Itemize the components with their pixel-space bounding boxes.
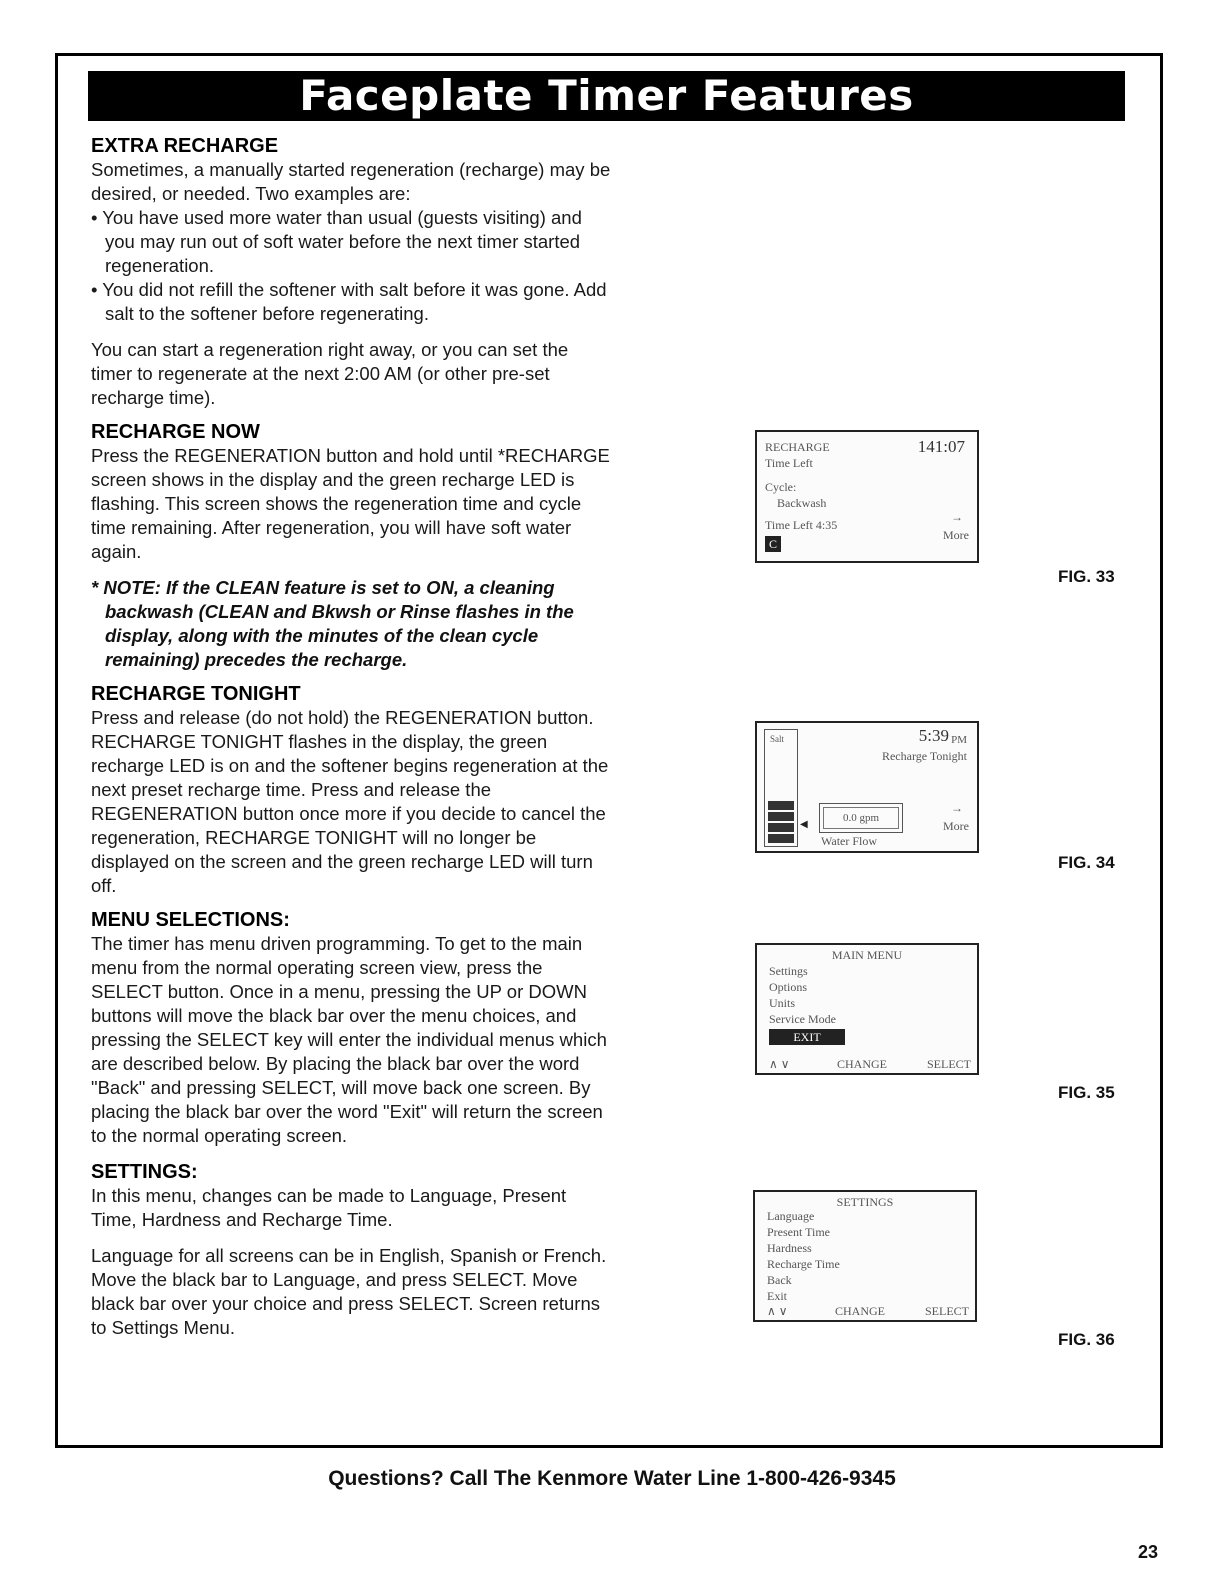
up-down-icon: ∧ ∨: [769, 1057, 790, 1071]
bullet-item: • You have used more water than usual (guests visiting) and you may run out of soft water before the next timer started regeneration.: [91, 207, 582, 276]
menu-selections-heading: MENU SELECTIONS:: [91, 909, 290, 931]
fig35-change: CHANGE: [837, 1057, 887, 1071]
fig33-recharge: RECHARGE: [765, 440, 830, 454]
fig36-label: FIG. 36: [1058, 1330, 1115, 1349]
recharge-now-body: Press the REGENERATION button and hold until *RECHARGE screen shows in the display and the green recharge LED is flashing. This screen shows the regeneration time and cycle time remaining. After regeneration, you will have soft water again.: [91, 445, 610, 562]
salt-label: Salt: [770, 734, 785, 744]
fig35-display: [755, 943, 979, 1075]
fig34-flow-label: Water Flow: [821, 834, 878, 848]
fig35-select: SELECT: [927, 1057, 971, 1071]
fig33-value: 141:07: [917, 437, 965, 456]
fig34-display: [755, 721, 979, 853]
menu-item-settings: Settings: [769, 964, 808, 978]
fig33-cycle-name: Backwash: [777, 496, 827, 510]
recharge-now-note: * NOTE: If the CLEAN feature is set to ON, a cleaning backwash (CLEAN and Bkwsh or Rinse flashes in the display, along with the minutes of the clean cycle remaining) precedes the recharge.: [91, 577, 574, 670]
fig34-flow-value: 0.0 gpm: [823, 807, 899, 829]
fig33-display: [755, 430, 979, 563]
fig33-label: FIG. 33: [1058, 567, 1115, 586]
fig34-time: 5:39: [918, 726, 949, 745]
settings-item-exit: Exit: [767, 1289, 787, 1303]
fig36-title: SETTINGS: [836, 1195, 894, 1209]
fig33-time-left: Time Left: [765, 456, 813, 470]
bullet-item: • You did not refill the softener with salt before it was gone. Add salt to the softener before regenerating.: [91, 279, 607, 324]
fig35-label: FIG. 35: [1058, 1083, 1115, 1102]
fig34-more: More: [943, 819, 969, 833]
menu-item-options: Options: [769, 980, 808, 994]
settings-item-recharge-time: Recharge Time: [767, 1257, 840, 1271]
settings-heading: SETTINGS:: [91, 1161, 198, 1183]
menu-item-exit-selected: EXIT: [769, 1029, 845, 1045]
fig35-title: MAIN MENU: [831, 948, 903, 962]
settings-item-back: Back: [767, 1273, 792, 1287]
settings-body-2: Language for all screens can be in English, Spanish or French. Move the black bar to Language, and press SELECT. Move black bar over your choice and press SELECT. Screen returns to Settings Menu.: [91, 1245, 607, 1338]
fig33-cycle-time: Time Left 4:35: [765, 518, 838, 532]
fig36-change: CHANGE: [835, 1304, 885, 1318]
page-title: Faceplate Timer Features: [88, 71, 1125, 121]
page-number: 23: [1137, 1542, 1158, 1562]
text-column: [91, 134, 611, 1340]
extra-recharge-heading: EXTRA RECHARGE: [91, 135, 279, 157]
fig33-more: More: [943, 528, 969, 542]
footer-helpline: Questions? Call The Kenmore Water Line 1-800-426-9345: [328, 1467, 896, 1490]
fig33-cycle: Cycle:: [765, 480, 797, 494]
settings-item-present-time: Present Time: [767, 1225, 831, 1239]
recharge-tonight-body: Press and release (do not hold) the REGENERATION button. RECHARGE TONIGHT flashes in the display, the green recharge LED is on and the softener begins regeneration at the next preset recharge time. Press and release the REGENERATION button once more if you decide to cancel the regeneration, RECHARGE TONIGHT will no longer be displayed on the screen and the green recharge LED will turn off.: [91, 707, 609, 896]
up-down-icon: ∧ ∨: [767, 1304, 788, 1318]
settings-item-hardness: Hardness: [767, 1241, 812, 1255]
salt-pointer-icon: ◀: [800, 819, 808, 830]
fig36-select: SELECT: [925, 1304, 969, 1318]
extra-recharge-intro: Sometimes, a manually started regeneration (recharge) may be desired, or needed. Two examples are:: [91, 159, 611, 204]
menu-selections-body: The timer has menu driven programming. To get to the main menu from the normal operating screen view, press the SELECT button. Once in a menu, pressing the UP or DOWN buttons will move the black bar over the menu choices, and pressing the SELECT key will enter the individual menus which are described below. By placing the black bar over the word "Back" and pressing SELECT, will move back one screen. By placing the black bar over the word "Exit" will return the screen to the normal operating screen.: [91, 933, 607, 1146]
fig36-display: [753, 1190, 977, 1322]
extra-recharge-bullets: [91, 206, 611, 326]
fig34-ampm: PM: [951, 734, 967, 746]
settings-item-language: Language: [767, 1209, 815, 1223]
settings-body: In this menu, changes can be made to Language, Present Time, Hardness and Recharge Time.: [91, 1185, 567, 1230]
recharge-tonight-heading: RECHARGE TONIGHT: [91, 683, 301, 705]
fig34-status: Recharge Tonight: [881, 749, 967, 763]
recharge-now-heading: RECHARGE NOW: [91, 421, 260, 443]
fig33-clean-badge: C: [765, 536, 781, 552]
menu-item-service-mode: Service Mode: [769, 1012, 836, 1026]
menu-item-units: Units: [769, 996, 796, 1010]
extra-recharge-paragraph: You can start a regeneration right away, or you can set the timer to regenerate at the next 2:00 AM (or other pre-set recharge time).: [91, 339, 569, 408]
salt-level-gauge: [764, 729, 798, 847]
arrow-right-icon: →: [951, 510, 963, 524]
fig34-label: FIG. 34: [1058, 853, 1115, 872]
flow-box: [819, 803, 903, 833]
arrow-right-icon: →: [951, 801, 963, 815]
